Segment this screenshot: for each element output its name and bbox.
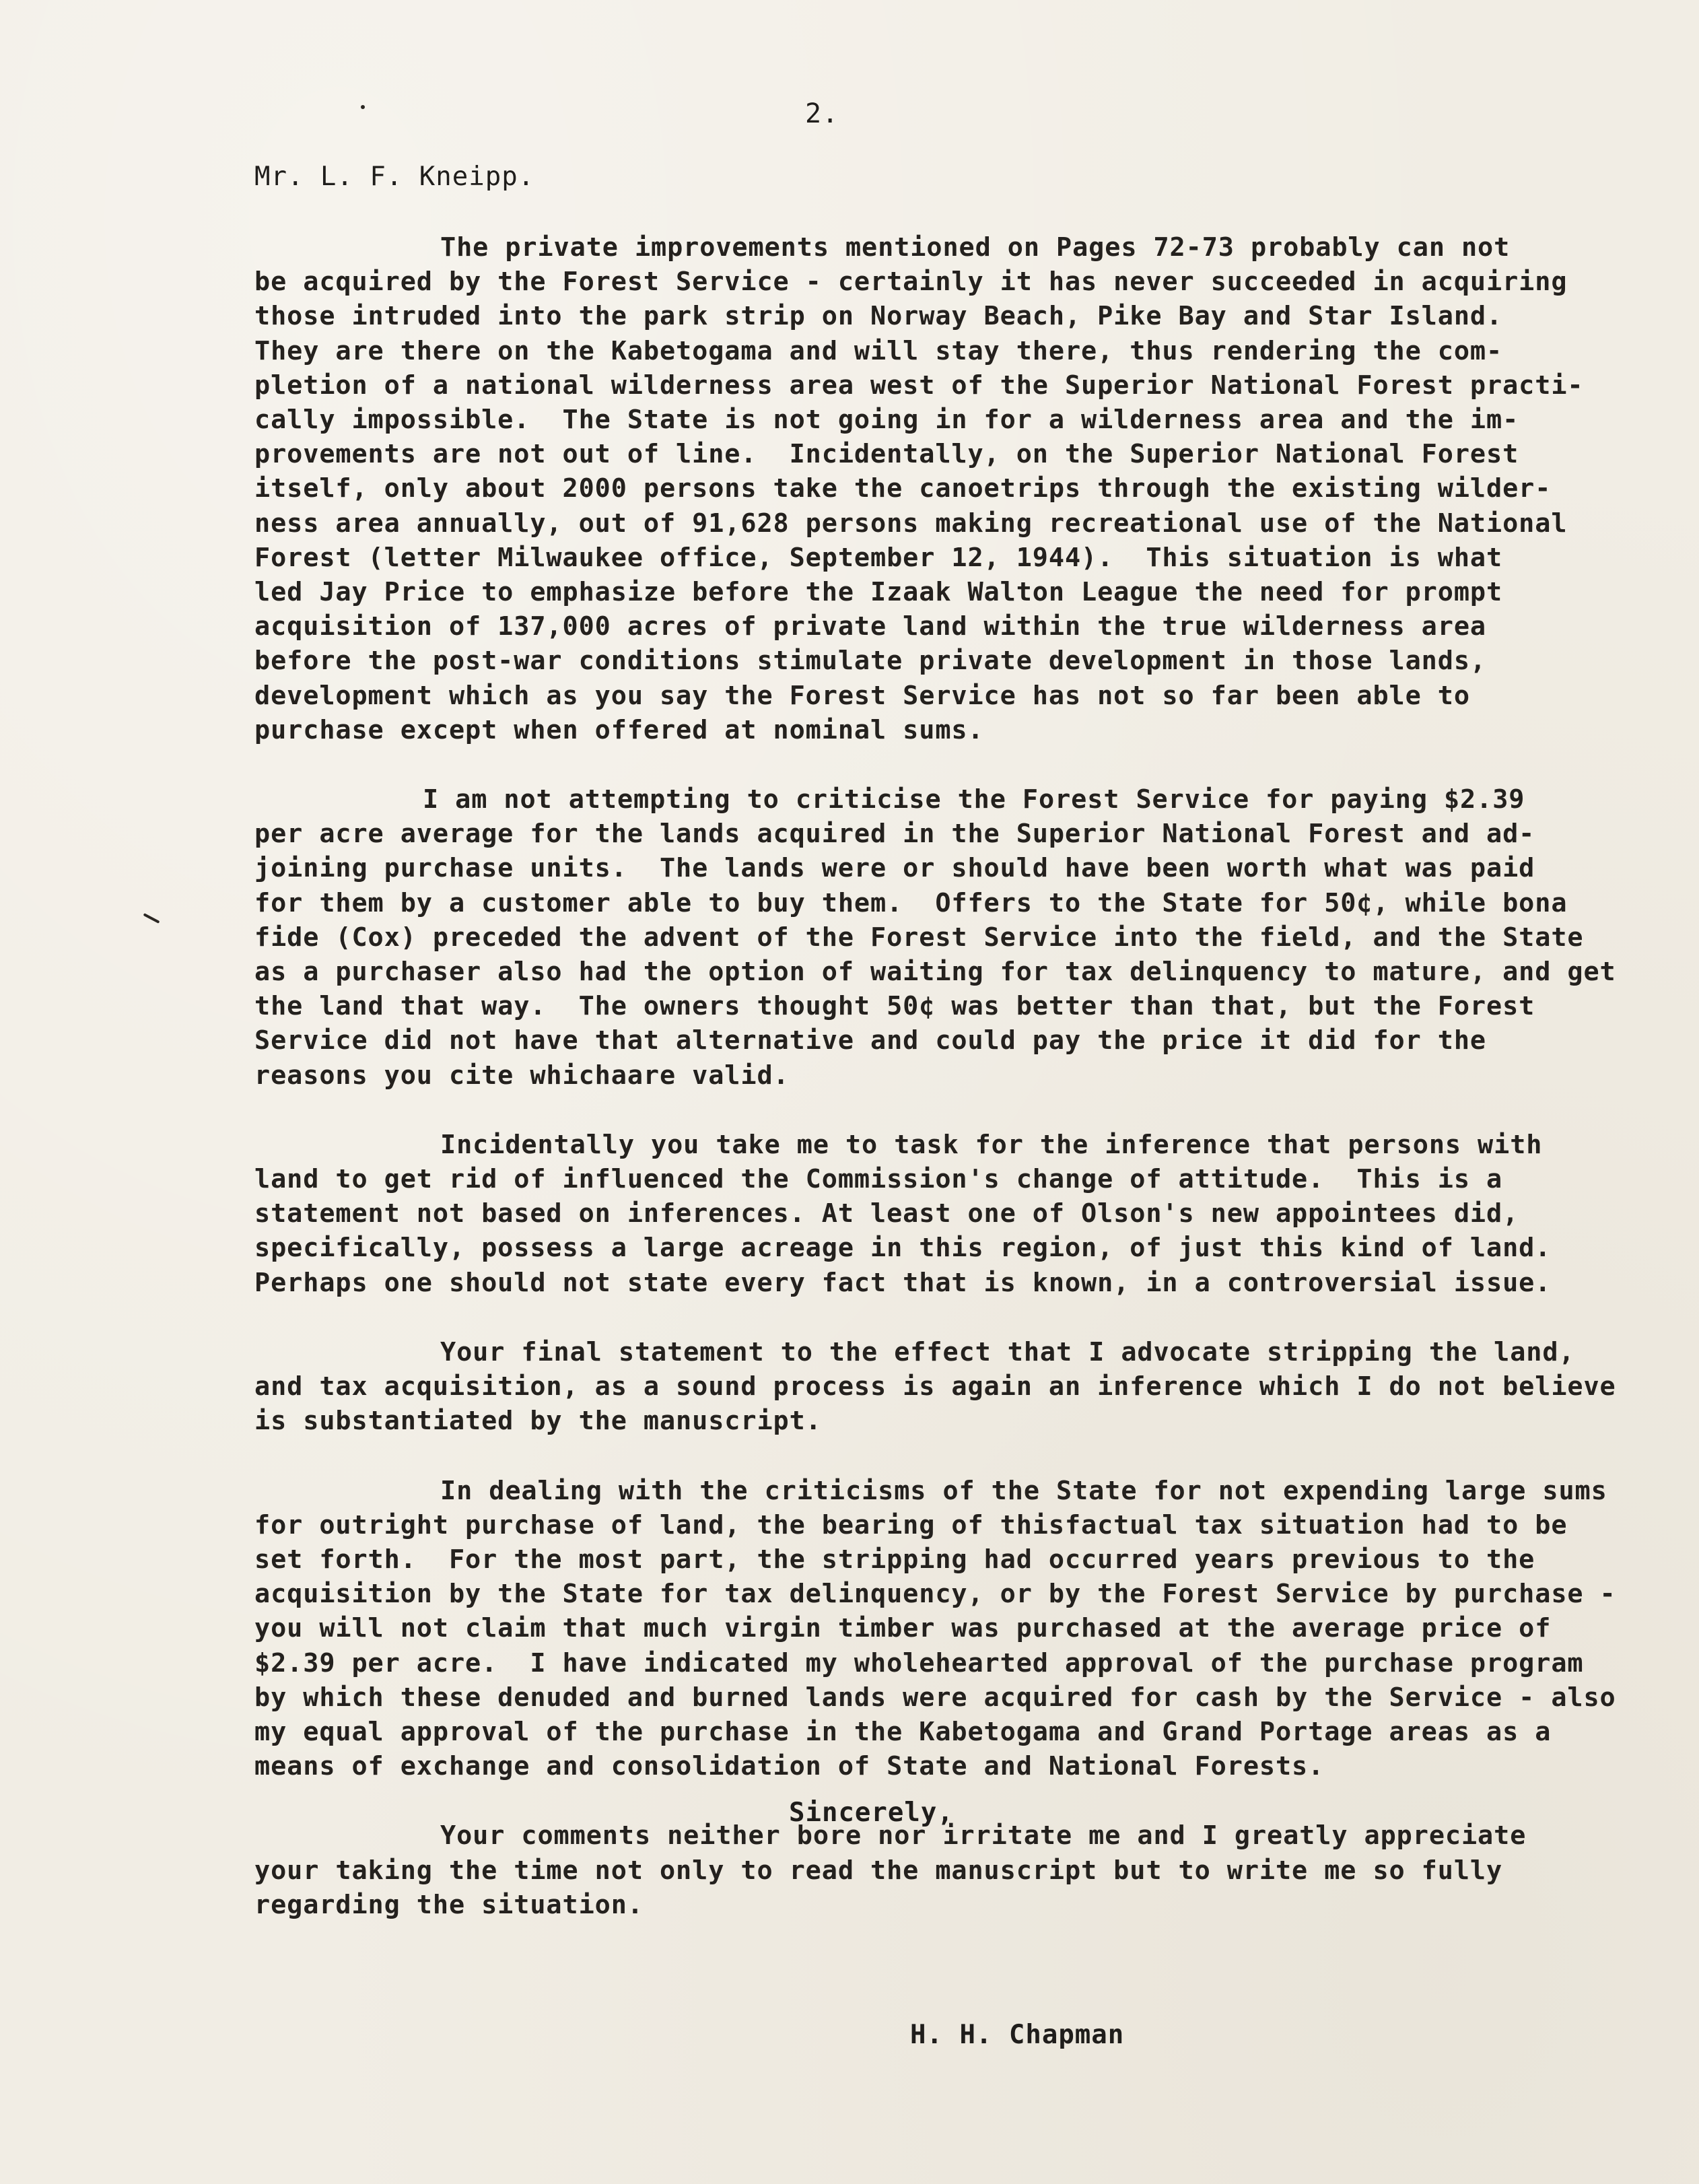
letter-body — [254, 230, 1668, 1957]
paragraph-5 — [254, 1474, 1668, 1784]
text-line: cally impossible. The State is not going in for a wilderness area and the im- — [254, 405, 1519, 436]
text-line: be acquired by the Forest Service - certainly it has never succeeded in acquiring — [254, 267, 1568, 298]
text-line: Your comments neither bore nor irritate me and I greatly appreciate — [440, 1820, 1527, 1851]
text-line: reasons you cite whichaare valid. — [254, 1060, 790, 1091]
text-line: pletion of a national wilderness area west of the Superior National Forest practi- — [254, 370, 1584, 401]
text-line: statement not based on inferences. At least one of Olson's new appointees did, — [254, 1198, 1519, 1229]
text-line: land to get rid of influenced the Commission's change of attitude. This is a — [254, 1164, 1503, 1195]
text-line: set forth. For the most part, the stripping had occurred years previous to the — [254, 1544, 1535, 1575]
text-line: joining purchase units. The lands were or should have been worth what was paid — [254, 853, 1535, 884]
paragraph-6 — [254, 1818, 1668, 1922]
ink-speck — [361, 105, 365, 109]
paragraph-4 — [254, 1335, 1668, 1439]
text-line: itself, only about 2000 persons take the canoetrips through the existing wilder- — [254, 473, 1552, 504]
text-line: as a purchaser also had the option of waiting for tax delinquency to mature, and get — [254, 957, 1616, 988]
text-line: per acre average for the lands acquired in the Superior National Forest and ad- — [254, 819, 1535, 850]
text-line: Service did not have that alternative and could pay the price it did for the — [254, 1025, 1487, 1056]
text-line: fide (Cox) preceded the advent of the Forest Service into the field, and the State — [254, 922, 1584, 953]
text-line: for them by a customer able to buy them. Offers to the State for 50¢, while bona — [254, 887, 1568, 918]
text-line: Forest (letter Milwaukee office, September 12, 1944). This situation is what — [254, 542, 1503, 573]
text-line: led Jay Price to emphasize before the Izaak Walton League the need for prompt — [254, 577, 1503, 608]
text-line: by which these denuded and burned lands were acquired for cash by the Service - also — [254, 1682, 1616, 1713]
text-line: regarding the situation. — [254, 1889, 644, 1920]
text-line: In dealing with the criticisms of the State for not expending large sums — [440, 1475, 1607, 1506]
text-line: your taking the time not only to read the manuscript but to write me so fully — [254, 1855, 1503, 1886]
closing: Sincerely, — [789, 1798, 954, 1828]
text-line: for outright purchase of land, the bearing of thisfactual tax situation had to be — [254, 1509, 1568, 1540]
text-line: $2.39 per acre. I have indicated my wholehearted approval of the purchase program — [254, 1647, 1584, 1678]
text-line: you will not claim that much virgin timber was purchased at the average price of — [254, 1613, 1552, 1644]
text-line: acquisition by the State for tax delinquency, or by the Forest Service by purchase - — [254, 1579, 1616, 1610]
text-line: Incidentally you take me to task for the inference that persons with — [440, 1129, 1543, 1160]
text-line: means of exchange and consolidation of State and National Forests. — [254, 1751, 1325, 1782]
text-line: I am not attempting to criticise the Forest Service for paying $2.39 — [423, 784, 1525, 815]
ink-speck — [143, 913, 160, 924]
page-number: 2. — [805, 98, 839, 129]
text-line: Your final statement to the effect that I advocate stripping the land, — [440, 1336, 1575, 1367]
text-line: the land that way. The owners thought 50¢ was better than that, but the Forest — [254, 991, 1535, 1022]
text-line: before the post-war conditions stimulate private development in those lands, — [254, 646, 1487, 677]
addressee: Mr. L. F. Kneipp. — [254, 162, 535, 192]
paragraph-1 — [254, 230, 1668, 747]
text-line: and tax acquisition, as a sound process is again an inference which I do not believe — [254, 1371, 1616, 1402]
text-line: Perhaps one should not state every fact that is known, in a controversial issue. — [254, 1267, 1552, 1298]
text-line: The private improvements mentioned on Pages 72-73 probably can not — [440, 232, 1511, 263]
text-line: specifically, possess a large acreage in this region, of just this kind of land. — [254, 1233, 1552, 1264]
text-line: They are there on the Kabetogama and will stay there, thus rendering the com- — [254, 335, 1503, 366]
signature-name: H. H. Chapman — [910, 2020, 1125, 2050]
text-line: is substantiated by the manuscript. — [254, 1406, 822, 1437]
text-line: development which as you say the Forest Service has not so far been able to — [254, 680, 1470, 711]
text-line: my equal approval of the purchase in the Kabetogama and Grand Portage areas as a — [254, 1716, 1552, 1747]
paragraph-2 — [254, 782, 1668, 1093]
text-line: provements are not out of line. Incidentally, on the Superior National Forest — [254, 439, 1519, 470]
paragraph-3 — [254, 1128, 1668, 1300]
text-line: acquisition of 137,000 acres of private land within the true wilderness area — [254, 611, 1487, 642]
text-line: those intruded into the park strip on Norway Beach, Pike Bay and Star Island. — [254, 301, 1503, 332]
text-line: ness area annually, out of 91,628 persons making recreational use of the National — [254, 508, 1568, 539]
text-line: purchase except when offered at nominal sums. — [254, 714, 984, 745]
